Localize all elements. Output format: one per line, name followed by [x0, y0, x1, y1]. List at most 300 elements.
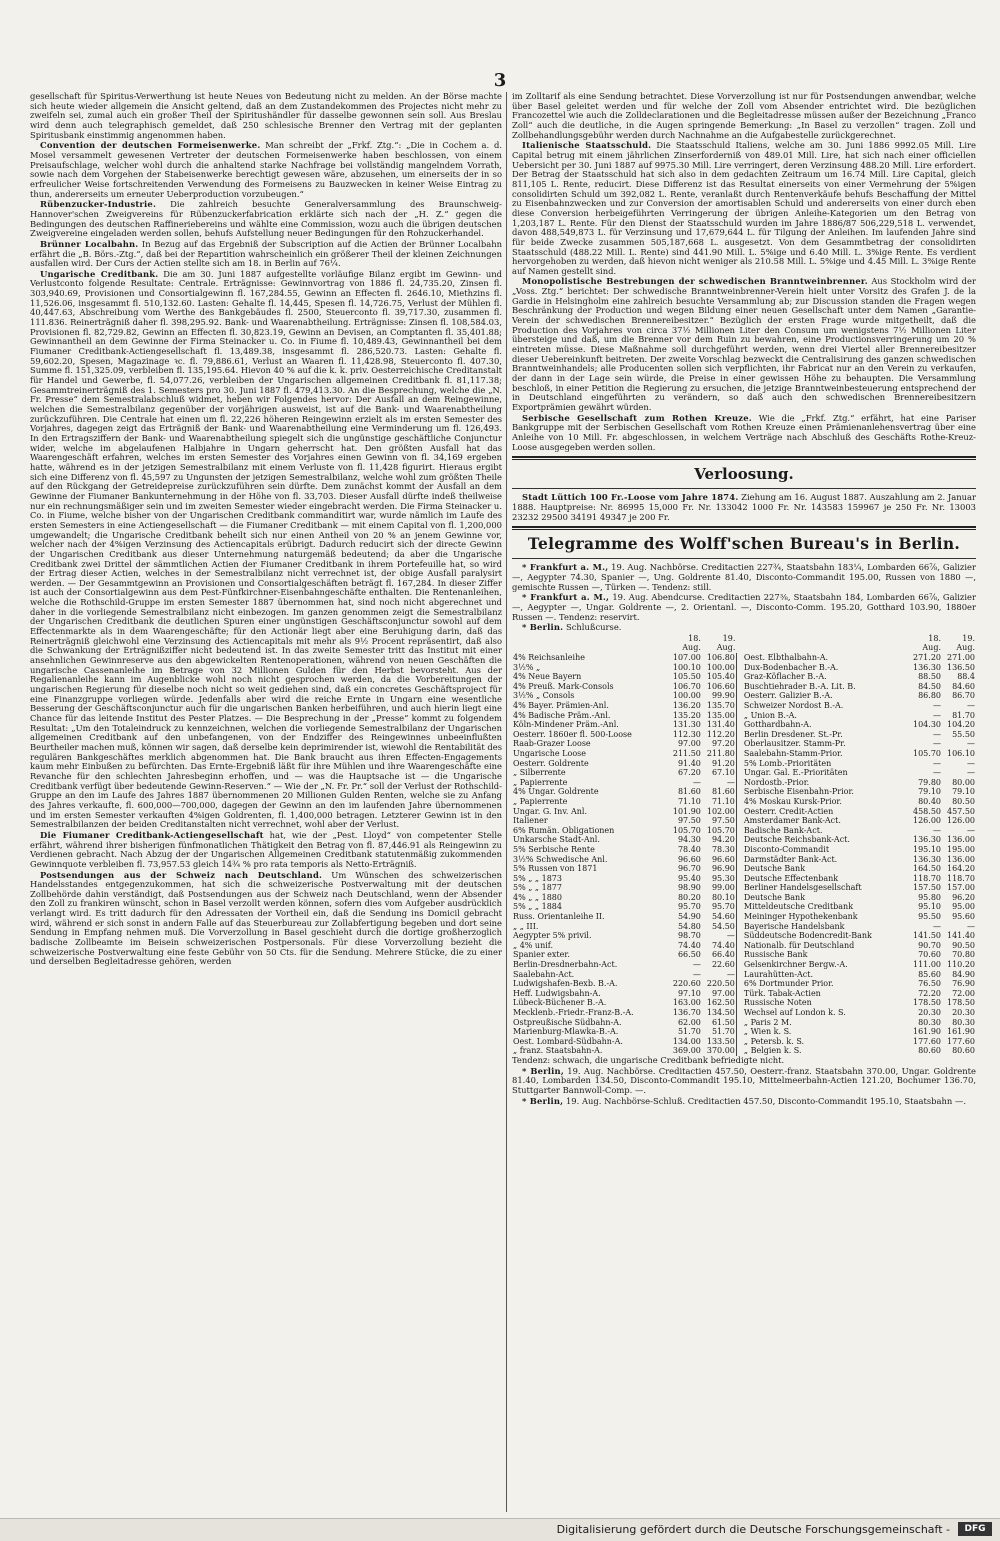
price-cell: 80.00: [952, 777, 975, 787]
price-cell: 54.80: [677, 921, 701, 931]
security-name-cell: 6% Rumän. Obligationen: [513, 825, 615, 835]
price-cell: 99.00: [711, 883, 735, 893]
price-cell: 369.00: [672, 1046, 701, 1056]
price-cell: 88.50: [918, 672, 941, 682]
price-cell: —: [933, 701, 941, 710]
price-cell: 112.20: [706, 729, 735, 739]
table-row: [512, 931, 976, 941]
article-heading: Postsendungen aus der Schweiz nach Deutschland.: [40, 869, 323, 880]
price-cell: —: [933, 729, 941, 739]
price-cell: 66.50: [677, 950, 701, 960]
price-cell: 90.70: [918, 940, 941, 950]
security-name-cell: Deutsche Bank: [743, 864, 806, 874]
security-name-cell: Meininger Hypothekenbank: [743, 912, 858, 922]
price-cell: 86.80: [918, 691, 941, 701]
date-header: 19. Aug.: [956, 633, 975, 653]
price-cell: 135.00: [706, 710, 735, 720]
price-cell: 177.60: [947, 1036, 975, 1046]
price-cell: 100.00: [706, 662, 735, 672]
table-row: [512, 653, 976, 663]
article-paragraph: [30, 92, 502, 140]
security-name-cell: 4% „ „ 1880: [513, 892, 562, 902]
section-divider: [512, 456, 976, 460]
table-row: [512, 902, 976, 912]
security-name-cell: Marienburg-Mlawka-B.-A.: [513, 1027, 619, 1037]
price-cell: 91.40: [677, 758, 701, 768]
article-heading: Italienische Staatsschuld.: [522, 140, 652, 151]
price-cell: 78.40: [677, 844, 701, 854]
price-cell: —: [967, 768, 975, 778]
table-row: [512, 816, 976, 826]
price-cell: 164.50: [913, 864, 941, 874]
security-name-cell: 5% Serbische Rente: [513, 844, 595, 854]
security-name-cell: Russische Bank: [743, 950, 808, 960]
table-row: [512, 941, 976, 951]
table-row: [512, 691, 976, 701]
price-cell: 97.00: [711, 988, 735, 998]
security-name-cell: Mitteldeutsche Creditbank: [743, 902, 854, 912]
price-cell: 141.40: [947, 931, 975, 941]
security-name-cell: Spanier exter.: [513, 950, 570, 960]
price-cell: 136.20: [672, 701, 701, 710]
price-cell: 67.10: [711, 768, 735, 778]
table-row: [512, 883, 976, 893]
column-divider: [506, 92, 507, 1512]
article-text: hat, wie der „Pest. Lloyd“ von competenter Stelle erfährt, während ihrer bisherigen fünfmonatlichen Thätigkeit den Betrag von fl. 87,446.91 als Reingewinn zu Verdienen gebracht. Nach Abzug der der Ungarischen Allgemeinen Creditbank statutenmäßig zukommenden Gewinnquote verbleiben fl. 73,957.53 gleich 14¾ % pro rata temporis als Netto-Erträgniß.: [30, 829, 502, 869]
security-name-cell: Aegypter 5% privil.: [513, 931, 592, 941]
date-header: 18. Aug.: [682, 633, 701, 653]
price-cell: 177.60: [913, 1036, 941, 1046]
price-cell: 105.70: [913, 748, 941, 758]
price-cell: 95.60: [952, 912, 975, 922]
security-name-cell: Gelsenkirchner Bergw.-A.: [743, 960, 848, 970]
price-cell: —: [933, 921, 941, 931]
article-heading: Rübenzucker-Industrie.: [40, 199, 157, 210]
price-cell: 84.60: [952, 681, 975, 691]
article-text: gesellschaft für Spiritus-Verwerthung ist heute Neues von Bedeutung nicht zu melden. An der Börse machte sich heute wieder allgemein die Ansicht geltend, daß an dem Zustandekommen des Projectes nicht mehr zu zweifeln sei, zumal auch ein großer Theil der Spiritushändler für dasselbe gewonnen sein soll. Aus Breslau wird denn auch telegraphisch gemeldet, daß 250 schlesische Brenner den Vertrag mit der geplanten Spiritusbank einstimmig angenommen haben.: [30, 92, 502, 140]
table-row: [512, 711, 976, 721]
table-row: [512, 912, 976, 922]
price-cell: 80.40: [918, 796, 941, 806]
table-row: [512, 1018, 976, 1028]
price-cell: 107.00: [672, 653, 701, 663]
price-cell: 126.00: [913, 816, 941, 826]
price-cell: —: [933, 710, 941, 720]
security-name-cell: „ „ III.: [513, 921, 539, 931]
price-cell: 90.50: [952, 940, 975, 950]
article-text: 19. Aug. Nachbörse-Schluß. Creditactien 457.50, Disconto-Commandit 195.10, Staatsbahn —.: [563, 1095, 966, 1106]
price-cell: 133.50: [706, 1036, 735, 1046]
table-row: [512, 1037, 976, 1047]
table-row: [512, 778, 976, 788]
security-name-cell: 4% Ungar. Goldrente: [513, 787, 599, 797]
price-cell: 76.90: [952, 979, 975, 989]
article-text: Man schreibt der „Frkf. Ztg.“: „Die in Cochem a. d. Mosel versammelt gewesenen Vertreter der deutschen Formeisenwerke haben beschlossen, von einem Preisaufschlage, welcher wohl durch die anhaltend starke Nachfrage bei vollständig mangelndem Vorrath, sowie nach dem Vorgehen der Stabeisenwerke berechtigt gewesen wäre, abzusehen, um einerseits der in so erfreulicher Weise fortschreitenden Verwendung des Formeisens zu Bauzwecken in keiner Weise Eintrag zu thun, andererseits um erneuter Ueberproduction vorzubeugen.“: [30, 140, 502, 199]
article-paragraph: [512, 414, 976, 453]
date-header: 18. Aug.: [922, 633, 941, 653]
article-heading: Die Fiumaner Creditbank-Actiengesellschaft: [40, 829, 264, 840]
price-cell: 80.30: [918, 1017, 941, 1027]
security-name-cell: Türk. Tabak-Actien: [743, 988, 821, 998]
price-cell: 112.30: [672, 729, 701, 739]
price-cell: 157.00: [947, 883, 975, 893]
table-row: [512, 720, 976, 730]
table-row: [512, 893, 976, 903]
security-name-cell: Graz-Köflacher B.-A.: [743, 672, 827, 682]
security-name-cell: Lübeck-Büchener B.-A.: [513, 998, 607, 1008]
price-cell: 81.70: [952, 710, 975, 720]
price-cell: 74.40: [677, 940, 701, 950]
price-cell: 71.10: [677, 796, 701, 806]
article-heading: * Frankfurt a. M.,: [522, 592, 610, 603]
price-cell: 211.80: [706, 748, 735, 758]
price-cell: 95.70: [677, 902, 701, 912]
price-cell: 96.70: [677, 864, 701, 874]
price-cell: —: [692, 969, 701, 979]
price-cell: —: [933, 758, 941, 768]
security-name-cell: 5% „ „ 1877: [513, 883, 562, 893]
price-cell: 97.20: [711, 739, 735, 749]
security-name-cell: Russ. Orientanleihe II.: [513, 912, 605, 922]
price-cell: 105.70: [672, 825, 701, 835]
price-cell: 178.50: [947, 998, 975, 1008]
table-row: [512, 759, 976, 769]
table-row: [512, 998, 976, 1008]
table-row: [512, 864, 976, 874]
security-name-cell: „ Paris 2 M.: [743, 1017, 792, 1027]
price-cell: 20.30: [918, 1008, 941, 1017]
price-cell: —: [933, 739, 941, 749]
article-text: 19. Aug. Nachbörse. Creditactien 227¾, Staatsbahn 183¼, Lombarden 66⅞, Galizier —, Aegypter 74.30, Spanier —, Ung. Goldrente 81.40, Disconto-Commandit 195.00, Russen von 1880 —, gemischte Russen —, Türken —. Tendenz: still.: [512, 562, 976, 592]
article-paragraph: [30, 200, 502, 239]
security-name-cell: 6% Dortmunder Prior.: [743, 979, 834, 989]
price-cell: 54.60: [711, 912, 735, 922]
price-cell: 94.30: [677, 835, 701, 845]
price-cell: 62.00: [677, 1017, 701, 1027]
security-name-cell: Russische Noten: [743, 998, 812, 1008]
price-cell: 118.70: [947, 873, 975, 883]
price-cell: —: [726, 969, 735, 979]
dfg-logo: DFG: [958, 1522, 992, 1536]
price-cell: 80.60: [952, 1046, 975, 1056]
price-cell: 97.50: [711, 816, 735, 826]
price-cell: 157.50: [913, 883, 941, 893]
telegramme-title: Telegramme des Wolff'schen Bureau's in Berlin.: [527, 534, 961, 554]
price-cell: 86.70: [952, 691, 975, 701]
table-row: [512, 749, 976, 759]
article-paragraph: [512, 92, 976, 140]
security-name-cell: Oest. Elbthalbahn-A.: [743, 653, 829, 663]
article-paragraph: [30, 831, 502, 870]
price-cell: 136.50: [947, 662, 975, 672]
security-name-cell: „ Papierrente: [513, 796, 568, 806]
table-row: [512, 797, 976, 807]
table-header-row: [512, 634, 976, 653]
article-text: Die am 30. Juni 1887 aufgestellte vorläufige Bilanz ergibt im Gewinn- und Verlustconto folgende Resultate: Centrale. Erträgnisse: Gewinnvortrag von 1886 fl. 24,735.20, Zinsen fl. 303,940.69, Provisionen und Consortialgewinn fl. 167,284.55, Gewinn an Effecten fl. 2646.10, Miethzins fl. 11,526.06, insgesammt fl. 510,132.60. Lasten: Gehalte fl. 14,445, Spesen fl. 14,726.75, Verlust der Mühlen fl. 40,447.63, Abschreibung vom Werthe des Bankgebäudes fl. 2500, Steuerconto fl. 39,717.30, zusammen fl. 111.836. Reinerträgniß daher fl. 398,295.92. Bank- und Waarenabtheilung. Erträgnisse: Zinsen fl. 108,584.03, Provisionen fl. 82,729.82, Gewinn an Effecten fl. 30,823.19, Gewinn an Devisen, an Comptanten fl. 35,401.88; Gewinnantheil an dem Gewinne der Firma Steinacker u. Co. in Fiume fl. 10,489.43, Gewinnantheil bei dem Fiumaner Creditbank-Actiengesellschaft fl. 13,489.38, insgesammt fl. 286,520.73. Lasten: Gehalte fl. 59,602.20, Spesen, Magazinage ꝛc. fl. 79,886.61, Verlust an Waaren fl. 11,428.98, Steuerconto fl. 407.30, Summe fl. 151,325.09, verbleiben fl. 135,195.64. Hievon 40 % auf die k. k. priv. Oesterreichische Creditanstalt für Handel und Gewerbe, fl. 54,077.26, verbleiben der Ungarischen allgemeinen Creditbank fl. 81,117.38; Gesammtreinerträgniß des 1. Semesters pro 30. Juni 1887 fl. 479,413.30. An die Besprechung, welche die „N. Fr. Presse“ dem Semestralabschluß widmet, heben wir Folgendes hervor: Der Ausfall an dem Reingewinne, welchen die Semestralbilanz gegenüber der vorjährigen ausweist, ist auf die Bank- und Waarenabtheilung zurückzuführen. Die Centrale hat einen um fl. 22,226 höheren Reingewinn erzielt als im ersten Semester des Vorjahres, dagegen zeigt das Erträgniß der Bank- und Waarenabtheilung eine Verminderung um fl. 126,493. In den Ertragsziffern der Bank- und Waarenabtheilung spiegelt sich die ungünstige geschäftliche Conjunctur wider, welche im abgelaufenen Halbjahre in Ungarn geherrscht hat. Den größten Ausfall hat das Waarengeschäft erfahren, welches im ersten Semester des Vorjahres einen Gewinn von fl. 34,169 ergeben hatte, während es in der jetzigen Semestralbilanz mit einem Verluste von fl. 11,428 figurirt. Hieraus ergibt sich eine Differenz von fl. 45,597 zu Ungunsten der jetzigen Semestralbilanz, welche wohl zum größten Theile auf den Rückgang der Getreidepreise zurückzuführen sein dürfte. Dem zunächst kommt der Ausfall an dem Gewinne der Fiumaner Bankunternehmung in der Höhe von fl. 33,703. Dieser Ausfall dürfte indeß theilweise nur ein rechnungsmäßiger sein und im zweiten Semester wieder eingebracht werden. Die Firma Steinacker u. Co. in Fiume, welche bisher von der Ungarischen Creditbank commanditirt war, wurde nämlich im Laufe des ersten Semesters in eine Actiengesellschaft — die Fiumaner Creditbank — mit einem Capital von fl. 1,200,000 umgewandelt; die Ungarische Creditbank beheilt sich nur einen Antheil von 20 % an jenem Gewinne vor, welcher nach der 4%igen Verzinsung des Actiencapitals erübrigt. Dadurch reducirt sich der directe Gewinn der Ungarischen Creditbank aus dieser Unternehmung naturgemäß bedeutend; da aber die Ungarische Creditbank zwei Drittel der sämmtlichen Actien der Fiumaner Creditbank in ihrem Portefeuille hat, so wird der Ertrag dieser Actien, welches in der Semestralbilanz nicht verrechnet ist, der obige Ausfall paralysirt werden. — Der Gesammtgewinn an Provisionen und Consortialgeschäften beträgt fl. 167,284. In dieser Ziffer ist auch der Consortialgewinn aus dem Pest-Fünfkirchner-Eisenbahngeschäfte enthalten. Die Rentenanleihen, welche die Rothschild-Gruppe im ersten Semester 1887 übernommen hat, sind noch nicht abgerechnet und daher in die vorliegende Semestralbilanz nicht einbezogen. Im ganzen genommen zeigt die Semestralbilanz der Ungarischen Creditbank die deutlichen Spuren einer ungünstigen Geschäftsconjunctur sowohl auf dem Effectenmarkte als in dem Waarengeschäfte; für den Actionär liegt aber eine Beruhigung darin, daß das Reinerträgniß gleichwohl eine Verzinsung des Actiencapitals mit mehr als 9½ Procent repräsentirt, daß also die Schwankung der Erträgnißziffer nicht bedeutend ist. In das zweite Semester tritt das Institut mit einer ansehnlichen Gewinnreserve aus den abgewickelten Rentenoperationen, während von neuen Geschäften die ungarische Cassenanleihe im Betrage von 32 Millionen Gulden für den Herbst bevorsteht. Aus der Regalienanleihe kann im Augenblicke wohl noch nicht gesprochen werden, da die Vorbereitungen der ungarischen Regierung für dieselbe noch nicht so weit gediehen sind, daß ein concretes Geschäftsproject für eine Finanzgruppe vorliegen würde. Jedenfalls aber wird die reiche Ernte in Ungarn eine wesentliche Besserung der Geschäftsconjunctur auch für die ungarischen Banken herbeiführen, und auch hierin liegt eine Chance für das leitende Institut des Pester Platzes. — Die Besprechung in der „Presse“ kommt zu folgendem Resultat: „Um den Totaleindruck zu kennzeichnen, welchen die vorliegende Semestralbilanz der Ungarischen allgemeinen Creditbank auf den unbefangenen, von der Endziffer des Reingewinnes unbeeinflußten Beurtheiler machen muß, können wir sagen, daß derselbe kein deprimirender ist, wiewohl die Rentabilität des regulären Bankgeschäftes merklich abgenommen hat. Die Bank braucht aus ihren Effecten-Engagements kaum mehr Einbußen zu befürchten. Das Ernte-Ergebniß läßt für ihre Mühlen und ihre Waarengeschäfte eine Revanche für den schlechten Jahresbeginn erhoffen, und — was die Hauptsache ist — die Ungarische Creditbank verfügt über bedeutende Gewinn-Reserven.“ — Wie der „N. Fr. Pr.“ soll der Verlust der Rothschild-Gruppe an den im Laufe des Jahres 1887 übernommenen 20 Millionen Gulden Renten, welche sie zu Anfang des Jahres verkaufte, fl. 600,000—700,000, dagegen der Gewinn an den im laufenden Jahre übernommenen und im ersten Semester verkauften 4%igen Goldrenten, fl. 1,400,000 betragen. Letzterer Gewinn ist in den Semestralbilanzen der beiden Creditanstalten nicht verrechnet, wohl aber der Verlust.: [30, 268, 502, 830]
price-cell: 370.00: [706, 1046, 735, 1056]
security-name-cell: Oesterr. Galizier B.-A.: [743, 691, 833, 701]
table-row: [512, 730, 976, 740]
price-cell: 95.00: [952, 902, 975, 912]
price-cell: 55.50: [952, 729, 975, 739]
price-cell: 105.40: [706, 672, 735, 682]
article-paragraph: [512, 1067, 976, 1096]
price-cell: 95.10: [918, 902, 941, 912]
price-cell: 72.00: [952, 988, 975, 998]
price-cell: 271.20: [913, 653, 941, 663]
price-cell: 99.90: [711, 691, 735, 701]
table-row: [512, 787, 976, 797]
article-text: Tendenz: schwach, die ungarische Creditbank befriedigte nicht.: [512, 1054, 785, 1065]
price-cell: 136.00: [947, 835, 975, 845]
security-name-cell: Oest. Lombard-Südbahn-A.: [513, 1036, 623, 1046]
article-heading: Serbische Gesellschaft zum Rothen Kreuze.: [522, 412, 752, 423]
table-row: [512, 835, 976, 845]
price-cell: 20.30: [952, 1008, 975, 1017]
security-name-cell: Berlin-Dresdnerbahn-Act.: [513, 960, 618, 970]
security-name-cell: Oesterr. Credit-Actien: [743, 806, 834, 816]
price-cell: —: [933, 768, 941, 778]
table-row: [512, 672, 976, 682]
price-cell: 76.50: [918, 979, 941, 989]
table-row: [512, 922, 976, 932]
price-cell: 220.50: [706, 979, 735, 989]
security-name-cell: 5% „ „ 1873: [513, 873, 562, 883]
price-cell: 136.30: [913, 662, 941, 672]
article-text: 19. Aug. Nachbörse. Creditactien 457.50, Oesterr.-franz. Staatsbahn 370.00, Ungar. Goldrente 81.40, Lombarden 134.50, Disconto-Commandit 195.10, Mittelmeerbahn-Actien 121.20, Bochumer 136.70, Stuttgarter Bannwoll-Comp. —.: [512, 1065, 976, 1095]
article-paragraph: [30, 270, 502, 830]
article-paragraph: [512, 1097, 976, 1107]
exchange-rates-table: [512, 634, 976, 1056]
price-cell: —: [726, 931, 735, 941]
price-cell: 95.80: [918, 892, 941, 902]
article-text: Die Staatsschuld Italiens, welche am 30. Juni 1886 9992.05 Mill. Lire Capital betrug mit einem jährlichen Zinserforderniß von 489.01 Mill. Lire, hat sich nach einer officiellen Uebersicht per 30. Juni 1887 auf 9975.30 Mill. Lire verringert, deren Verzinsung 488.20 Mill. Lire erfordert. Der Betrag der Staatsschuld hat sich also in dem gedachten Zeitraum um 16.74 Mill. Lire Capital, gleich 811,105 L. Rente, reducirt. Diese Differenz ist das Resultat einerseits von einer Vermehrung der 5%igen consolidirten Schuld um 392,082 L. Rente, veranlaßt durch Rentenverkäufe behufs Beschaffung der Mittel zu Eisenbahnzwecken und zur Conversion der amortisablen Schuld und andererseits von einer durch eben diese Conversion herbeigeführten Verringerung der übrigen Anleihe-Kategorien um den Betrag von 1,203,187 L. Rente. Für den Dienst der Staatsschuld wurden im Jahre 1886/87 506,229,518 L. verwendet, davon 488,549,873 L. für Verzinsung und 17,679,644 L. für Tilgung der Anleihen. Im laufenden Jahre sind für beide Zwecke zusammen 505,187,668 L. ausgesetzt. Von dem Gesammtbetrag der consolidirten Staatsschuld (488.22 Mill. L. Rente) sind 441.90 Mill. L. 5%ige und 6.40 Mill. L. 3%ige Rente. Es verdient hervorgehoben zu werden, daß hievon nicht weniger als 210.58 Mill. L. 5%ige und 4.45 Mill. L. 3%ige Rente auf Namen gestellt sind.: [512, 140, 976, 276]
price-cell: 98.90: [677, 883, 701, 893]
article-paragraph: [30, 871, 502, 968]
price-cell: —: [967, 825, 975, 835]
price-cell: 97.00: [677, 739, 701, 749]
security-name-cell: 3½% „ Consols: [513, 691, 575, 701]
price-cell: 131.30: [672, 720, 701, 730]
price-cell: 80.50: [952, 796, 975, 806]
security-name-cell: Laurahütten-Act.: [743, 969, 814, 979]
price-cell: 164.20: [947, 864, 975, 874]
price-cell: 118.70: [913, 873, 941, 883]
price-cell: 78.30: [711, 844, 735, 854]
security-name-cell: Ungar. G. Inv. Anl.: [513, 806, 588, 816]
article-paragraph: [30, 141, 502, 199]
security-name-cell: Ungar. Gal. E.-Prioritäten: [743, 768, 848, 778]
security-name-cell: „ Union B.-A.: [743, 710, 797, 720]
price-cell: —: [967, 739, 975, 749]
price-cell: 67.20: [677, 768, 701, 778]
table-row: [512, 970, 976, 980]
price-cell: 94.20: [711, 835, 735, 845]
article-paragraph: [512, 563, 976, 592]
price-cell: 96.60: [711, 854, 735, 864]
price-cell: 101.90: [672, 806, 701, 816]
price-cell: 96.60: [677, 854, 701, 864]
security-name-cell: Wechsel auf London k. S.: [743, 1008, 846, 1017]
security-name-cell: Italiener: [513, 816, 548, 826]
security-name-cell: Oesterr. 1860er fl. 500-Loose: [513, 729, 632, 739]
price-cell: 22.60: [711, 960, 735, 970]
price-cell: 84.90: [952, 969, 975, 979]
article-heading: * Berlin,: [522, 1065, 564, 1076]
price-cell: —: [967, 701, 975, 710]
price-cell: 80.30: [952, 1017, 975, 1027]
security-name-cell: „ Wien k. S.: [743, 1027, 792, 1037]
telegramme-closing-paragraphs: [512, 1056, 976, 1106]
price-cell: 66.40: [711, 950, 735, 960]
article-heading: Monopolistische Bestrebungen der schwedischen Branntweinbrenner.: [522, 276, 868, 287]
table-row: [512, 807, 976, 817]
footer-bar: [0, 1518, 1000, 1541]
security-name-cell: 4% Neue Bayern: [513, 672, 582, 682]
price-cell: 80.10: [711, 892, 735, 902]
table-row: [512, 826, 976, 836]
price-cell: 98.70: [677, 931, 701, 941]
price-cell: 79.80: [918, 777, 941, 787]
article-text: 19. Aug. Abendcurse. Creditactien 227⅜, Staatsbahn 184, Lombarden 66⅞, Galizier —, Aegypter —, Ungar. Goldrente —, 2. Orientanl. —, Disconto-Comm. 195.20, Gotthard 103.90, 1880er Russen —. Tendenz: reservirt.: [512, 592, 976, 622]
verloosung-paragraph: [512, 493, 976, 522]
price-cell: 97.50: [677, 816, 701, 826]
footer-text: Digitalisierung gefördert durch die Deutsche Forschungsgemeinschaft -: [556, 1523, 950, 1536]
security-name-cell: Darmstädter Bank-Act.: [743, 854, 838, 864]
price-cell: 81.60: [711, 787, 735, 797]
price-cell: 178.50: [913, 998, 941, 1008]
security-name-cell: Badische Bank-Act.: [743, 825, 823, 835]
table-row: [512, 855, 976, 865]
price-cell: 106.10: [947, 748, 975, 758]
price-cell: —: [967, 758, 975, 768]
article-heading: Brünner Localbahn.: [40, 238, 139, 249]
date-header: 19. Aug.: [716, 633, 736, 653]
price-cell: 136.30: [913, 854, 941, 864]
price-cell: 96.20: [952, 892, 975, 902]
price-cell: 104.20: [947, 720, 975, 730]
price-cell: —: [726, 777, 735, 787]
price-cell: 106.80: [706, 653, 735, 663]
security-name-cell: Deutsche Reichsbank-Act.: [743, 835, 850, 845]
article-paragraph: [512, 141, 976, 276]
price-cell: 97.10: [677, 988, 701, 998]
article-heading: Ungarische Creditbank.: [40, 268, 159, 279]
article-text: im Zolltarif als eine Sendung betrachtet. Diese Vorverzollung ist nur für Postsendungen anwendbar, welche über Basel geleitet werden und für welche der Zoll vom Absender entrichtet wird. Die bezüglichen Francozettel wie auch die Zolldeclarationen und die Begleitadresse müssen außer der Bezeichnung „Franco Zoll“ auch die deutliche, in die Augen springende Bemerkung: „In Basel zu verzollen“ tragen. Zoll und Zollbehandlungsgebühr werden durch Nachnahme an die Aufgabestelle zurückgerechnet.: [512, 92, 976, 140]
security-name-cell: Deutsche Bank: [743, 892, 806, 902]
security-name-cell: Nationalb. für Deutschland: [743, 940, 855, 950]
price-cell: 126.00: [947, 816, 975, 826]
price-cell: 220.60: [672, 979, 701, 989]
article-text: Wie die „Frkf. Ztg.“ erfährt, hat eine Pariser Bankgruppe mit der Serbischen Gesellschaft vom Rothen Kreuze einen Prämienanlehensvertrag über eine Anleihe von 10 Mill. Fr. abgeschlossen, in welchem Verträge nach Abschluß des Geschäfts Rothe-Kreuz-Loose ausgegeben werden sollen.: [512, 412, 976, 452]
article-paragraph: [512, 1056, 976, 1066]
price-cell: 81.60: [677, 787, 701, 797]
section-divider: [512, 526, 976, 530]
right-column-articles: [512, 92, 976, 452]
security-name-cell: Buschtiehrader B.-A. Lit. B.: [743, 681, 856, 691]
right-column: [512, 92, 976, 1517]
price-cell: 84.50: [918, 681, 941, 691]
price-cell: 161.90: [913, 1027, 941, 1037]
price-cell: 51.70: [677, 1027, 701, 1037]
verloosung-heading: Stadt Lüttich 100 Fr.-Loose vom Jahre 1874.: [522, 492, 739, 503]
price-cell: 195.00: [947, 844, 975, 854]
security-name-cell: 5% Russen von 1871: [513, 864, 598, 874]
table-row: [512, 1027, 976, 1037]
verloosung-title: Verloosung.: [694, 465, 794, 484]
price-cell: 85.60: [918, 969, 941, 979]
security-name-cell: 3½% Schwedische Anl.: [513, 854, 608, 864]
price-cell: —: [967, 921, 975, 931]
price-cell: 96.90: [711, 864, 735, 874]
article-heading: * Berlin,: [522, 1095, 564, 1106]
price-cell: 110.20: [947, 960, 975, 970]
table-row: [512, 979, 976, 989]
article-paragraph: [30, 240, 502, 269]
table-row: [512, 768, 976, 778]
security-name-cell: Serbische Eisenbahn-Prior.: [743, 787, 854, 797]
price-cell: —: [933, 825, 941, 835]
divider: [512, 488, 976, 489]
price-cell: 91.20: [711, 758, 735, 768]
security-name-cell: „ 4% unif.: [513, 940, 554, 950]
security-name-cell: Raab-Grazer Loose: [513, 739, 591, 749]
table-row: [512, 739, 976, 749]
security-name-cell: „ Petersb. k. S.: [743, 1036, 805, 1046]
price-cell: 134.50: [706, 1008, 735, 1017]
security-name-cell: Schweizer Nordost B.-A.: [743, 701, 844, 710]
security-name-cell: 4% Reichsanleihe: [513, 653, 585, 663]
table-row: [512, 663, 976, 673]
price-cell: 54.50: [711, 921, 735, 931]
price-cell: —: [692, 777, 701, 787]
security-name-cell: Ungarische Loose: [513, 748, 586, 758]
price-cell: 61.50: [711, 1017, 735, 1027]
price-cell: 195.10: [913, 844, 941, 854]
security-name-cell: Bayerische Handelsbank: [743, 921, 845, 931]
article-heading: * Berlin.: [522, 622, 564, 633]
security-name-cell: Amsterdamer Bank-Act.: [743, 816, 841, 826]
security-name-cell: Ludwigshafen-Bexb. B.-A.: [513, 979, 618, 989]
security-name-cell: „ Belgien k. S.: [743, 1046, 802, 1056]
price-cell: 131.40: [706, 720, 735, 730]
price-cell: 136.00: [947, 854, 975, 864]
article-heading: * Frankfurt a. M.,: [522, 562, 609, 573]
article-text: In Bezug auf das Ergebniß der Subscription auf die Actien der Brünner Localbahn erfährt die „B. Börs.-Ztg.“, daß bei der Repartition wahrscheinlich ein größerer Theil der kleinen Zeichnungen ausfallen wird. Der Curs der Actien stellte sich am 18. in Berlin auf 76¼.: [30, 238, 502, 269]
price-cell: 163.00: [672, 998, 701, 1008]
price-cell: 74.40: [711, 940, 735, 950]
divider: [512, 558, 976, 559]
price-cell: 136.70: [672, 1008, 701, 1017]
telegramme-paragraphs: [512, 563, 976, 633]
article-text: Schlußcurse.: [563, 622, 622, 633]
price-cell: 458.50: [913, 806, 941, 816]
price-cell: 136.30: [913, 835, 941, 845]
security-name-cell: Gotthardbahn-A.: [743, 720, 812, 730]
price-cell: 71.10: [711, 796, 735, 806]
security-name-cell: Süddeutsche Bodencredit-Bank: [743, 931, 872, 941]
price-cell: 79.10: [952, 787, 975, 797]
verloosung-text: Ziehung am 16. August 1887. Auszahlung am 2. Januar 1888. Hauptpreise: Nr. 86995 15,000 Fr. Nr. 133042 1000 Fr. Nr. 143583 159967 je 250 Fr. Nr. 13003 23232 29500 34191 49347 je 200 Fr.: [512, 492, 976, 522]
price-cell: 135.70: [706, 701, 735, 710]
page-number: 3: [493, 70, 507, 91]
price-cell: 457.50: [947, 806, 975, 816]
price-cell: 104.30: [913, 720, 941, 730]
price-cell: 135.20: [672, 710, 701, 720]
article-text: Um Wünschen des schweizerischen Handelsstandes entgegenzukommen, hat sich die schweizerische Postverwaltung mit der deutschen Zollbehörde dahin verständigt, daß Postsendungen aus der Schweiz nach Deutschland, wenn der Absender den Zoll zu frankiren wünscht, schon in Basel verzollt werden können, sofern dies vom Aufgeber ausdrücklich verlangt wird. Es tritt dadurch für den Adressaten der Vortheil ein, daß die Sendung ins Domicil gebracht wird, während er sich sonst in andern Falle auf das Steuerbureau zur Zollabfertigung begeben und dort seine Sendung in Empfang nehmen muß. Die Vorverzollung in Basel geschieht durch die dortige großherzoglich badische Zollbeamte im Beisein schweizerischen Postpersonals. Für diese Vorverzollung bezieht die schweizerische Postverwaltung eine feste Gebühr von 50 Cts. für die Sendung. Mehrere Stücke, die zu einer und derselben Begleitadresse gehören, werden: [30, 869, 502, 967]
security-name-cell: 3½% „: [513, 662, 541, 672]
table-row: [512, 960, 976, 970]
